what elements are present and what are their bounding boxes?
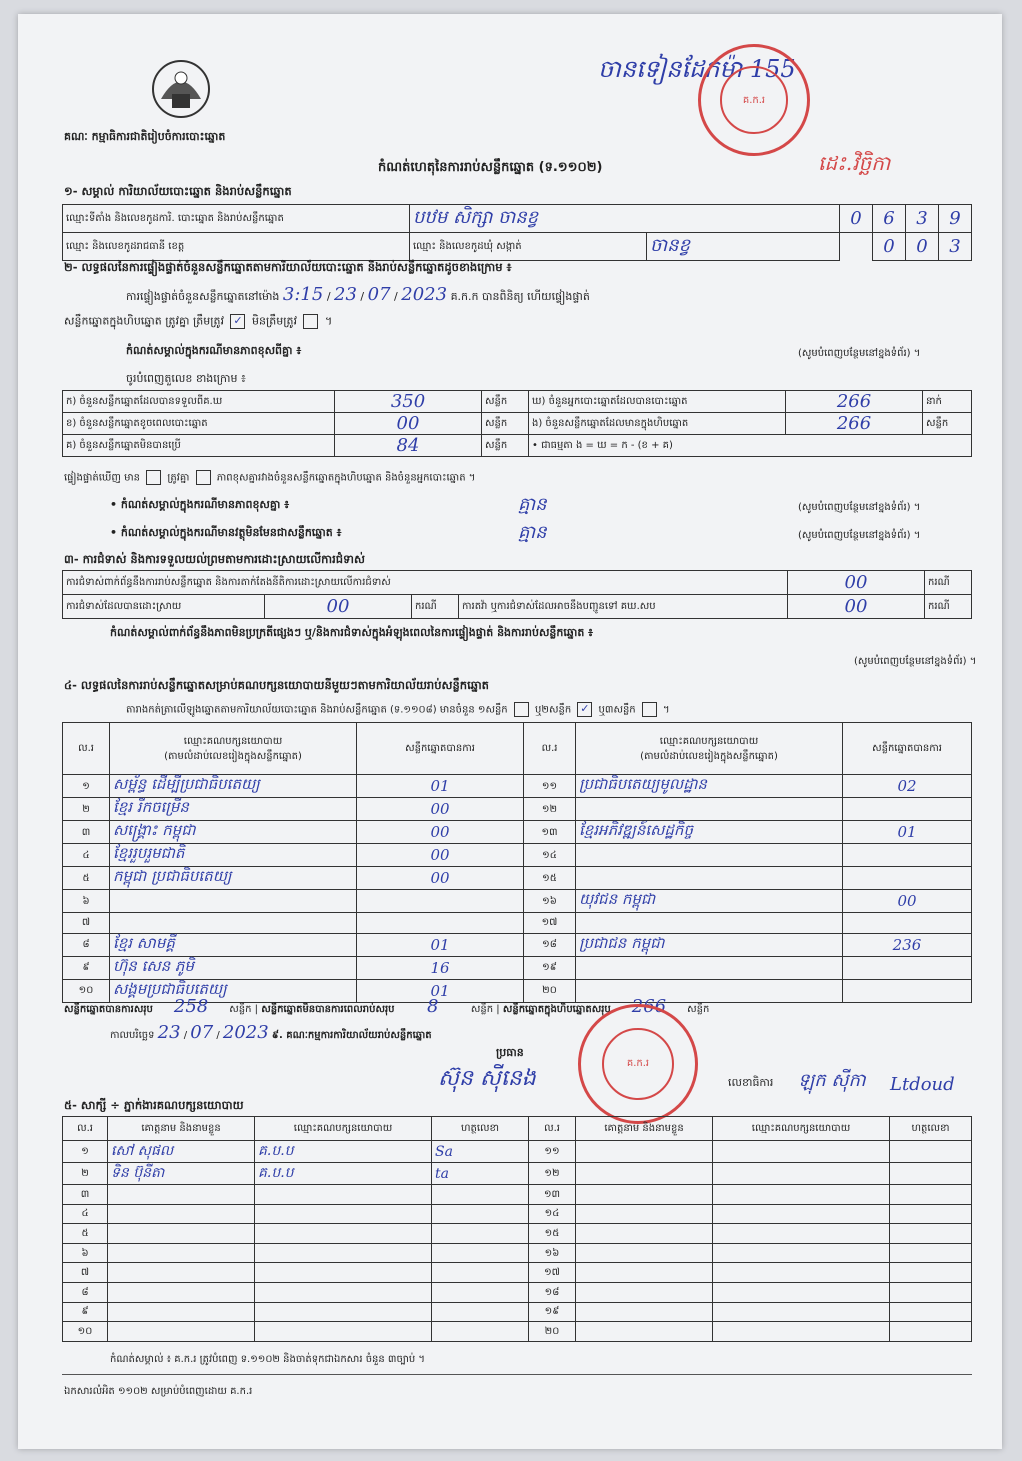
compare-line [64, 470, 475, 486]
note3-value: គ្មាន [518, 522, 547, 543]
witness-left-name [108, 1282, 255, 1302]
witness-left-name [108, 1185, 255, 1205]
objection-count-unit: ករណី [925, 571, 972, 595]
commune-value: ចានខ្វ [647, 233, 840, 261]
witness-left-name [108, 1204, 255, 1224]
form-title: កំណត់ហេតុនៃការរាប់សន្លឹកឆ្នោត (ទ.១១០២) [378, 160, 603, 175]
witness-left-no: ៥ [63, 1224, 108, 1244]
result-left-no: ១០ [63, 979, 110, 1002]
result-left-votes: 00 [357, 798, 524, 821]
sign-year: 2023 [222, 1022, 269, 1043]
witness-left-no: ១ [63, 1141, 108, 1163]
result-right-no: ២០ [524, 979, 576, 1002]
sign-date-line: កាលបរិច្ឆេទ 23 / 07 / 2023 ៩. គណៈកម្មការការិយាល័យរាប់សន្លឹកឆ្នោត [110, 1022, 432, 1043]
incorrect-checkbox[interactable] [303, 314, 318, 329]
result-right-party [576, 913, 843, 934]
result-left-no: ១ [63, 775, 110, 798]
result-right-party: ប្រជាធិបតេយ្យមូលដ្ឋាន [576, 775, 843, 798]
witness-right-party [713, 1322, 890, 1342]
witness-right-no: ២០ [529, 1322, 576, 1342]
sign-date-label: កាលបរិច្ឆេទ [110, 1030, 155, 1041]
result-right-no: ១៨ [524, 933, 576, 956]
witness-right-no: ១២ [529, 1163, 576, 1185]
office-code-1: 0 [840, 205, 873, 233]
table-row [63, 844, 972, 867]
witness-right-sign [890, 1204, 972, 1224]
witness-left-sign [432, 1224, 529, 1244]
verify-line2-text: សន្លឹកឆ្នោតក្នុងហិបឆ្នោត ត្រូវគ្នា [64, 314, 190, 328]
footer-divider [62, 1374, 972, 1375]
witness-right-name [576, 1243, 713, 1263]
note3-hint: (សូមបំពេញបន្ថែមនៅខ្នងទំព័រ) ។ [798, 530, 921, 541]
president-label: ប្រធាន [496, 1046, 524, 1059]
witness-right-name [576, 1322, 713, 1342]
footnote: កំណត់សម្គាល់ ៖ គ.ក.រ ត្រូវបំពេញ ទ.១១០២ និងចាត់ទុកជាឯកសារ ចំនួន ៣ច្បាប់ ។ [110, 1354, 425, 1365]
result-left-party: ខ្មែររួបរួមជាតិ [110, 844, 357, 867]
witness-right-party [713, 1282, 890, 1302]
secretary-label: លេខាធិការ [728, 1076, 774, 1089]
witness-left-no: ៤ [63, 1204, 108, 1224]
w-col-sign-left: ហត្ថលេខា [432, 1117, 529, 1141]
witness-right-name [576, 1141, 713, 1163]
verify-line2: សន្លឹកឆ្នោតក្នុងហិបឆ្នោត ត្រូវគ្នា ត្រឹមត្រូវ ✓ មិនត្រឹមត្រូវ ។ [64, 314, 333, 328]
col-party-right-sub: (តាមលំដាប់លេខរៀងក្នុងសន្លឹកឆ្នោត) [640, 750, 778, 762]
total-valid-unit: សន្លឹក [229, 1004, 252, 1015]
result-right-votes: 02 [843, 775, 972, 798]
result-right-no: ១៦ [524, 890, 576, 913]
table-row [63, 1322, 972, 1342]
witness-right-sign [890, 1163, 972, 1185]
witness-right-name [576, 1282, 713, 1302]
commune-code-2: 0 [906, 233, 939, 261]
section3-table [62, 570, 972, 619]
result-right-no: ១៥ [524, 867, 576, 890]
result-left-no: ៤ [63, 844, 110, 867]
w-col-no-left: ល.រ [63, 1117, 108, 1141]
witness-right-party [713, 1141, 890, 1163]
result-left-no: ៨ [63, 933, 110, 956]
witness-left-sign [432, 1282, 529, 1302]
witness-right-sign [890, 1141, 972, 1163]
w-col-party-right: ឈ្មោះគណបក្សនយោបាយ [713, 1117, 890, 1141]
total-invalid-label: សន្លឹកឆ្នោតមិនបានការពេលរាប់សរុប [261, 1004, 395, 1015]
compare-opt2: ភាពខុសគ្នារវាងចំនួនសន្លឹកឆ្នោតក្នុងហិបឆ្នោត និងចំនួនអ្នកបោះឆ្នោត ។ [216, 472, 476, 484]
compare-text: ផ្ទៀងផ្ទាត់ឃើញ មាន [64, 472, 140, 484]
witness-left-name [108, 1263, 255, 1283]
table-row [63, 1243, 972, 1263]
col-party-left [110, 723, 357, 775]
total-valid-value: 258 [173, 996, 209, 1017]
commune-label: ឈ្មោះ និងលេខកូដឃុំ សង្កាត់ [410, 233, 647, 261]
result-left-votes: 00 [357, 844, 524, 867]
president-signature: ស៊ុន ស៊ីនេង [438, 1066, 536, 1091]
w-col-party-left: ឈ្មោះគណបក្សនយោបាយ [255, 1117, 432, 1141]
witness-left-no: ២ [63, 1163, 108, 1185]
table-row [63, 1204, 972, 1224]
result-left-party: សម្ព័ន្ធ ដើម្បីប្រជាធិបតេយ្យ [110, 775, 357, 798]
result-right-votes [843, 913, 972, 934]
result-right-votes: 01 [843, 821, 972, 844]
note2-value: គ្មាន [518, 494, 547, 515]
result-right-votes [843, 844, 972, 867]
witness-right-no: ១៤ [529, 1204, 576, 1224]
stat-a-unit: សន្លឹក [482, 391, 529, 413]
discrepancy-note-hint: (សូមបំពេញបន្ថែមនៅខ្នងទំព័រ) ។ [798, 348, 921, 359]
witness-left-party [255, 1243, 432, 1263]
top-handwriting: ចានទៀនដែកម៉ា 155 [598, 55, 796, 83]
witness-right-sign [890, 1185, 972, 1205]
witness-right-party [713, 1204, 890, 1224]
witness-left-party [255, 1204, 432, 1224]
verify-time: 3:15 [282, 284, 324, 305]
section4-heading: ៤- លទ្ធផលនៃការរាប់សន្លឹកឆ្នោតសម្រាប់គណបក្សនយោបាយនីមួយៗតាមការិយាល័យរាប់សន្លឹកឆ្នោត [64, 678, 489, 692]
witness-left-name [108, 1224, 255, 1244]
table-row [63, 1185, 972, 1205]
witness-left-sign [432, 1302, 529, 1322]
witness-left-sign: Sa [432, 1141, 529, 1163]
result-left-votes: 16 [357, 956, 524, 979]
result-right-party: យុវជន កម្ពុជា [576, 890, 843, 913]
col-no-left: ល.រ [63, 723, 110, 775]
stat-d-label: ឃ) ចំនួនអ្នកបោះឆ្នោតដែលបានបោះឆ្នោត [529, 391, 786, 413]
stat-formula: • ជាធម្មតា ង = ឃ = ក - (ខ + គ) [529, 435, 972, 457]
witness-left-no: ៣ [63, 1185, 108, 1205]
witness-left-name [108, 1302, 255, 1322]
col-votes-left: សន្លឹកឆ្នោតបានការ [357, 723, 524, 775]
result-left-no: ៦ [63, 890, 110, 913]
verify-time-line: ការផ្ទៀងផ្ទាត់ចំនួនសន្លឹកឆ្នោតនៅម៉ោង 3:15 / 23 / 07 / 2023 គ.ក.ក បានពិនិត្យ ហើយផ្ទៀងផ្ទាត់ [126, 284, 590, 305]
commune-code-3: 3 [939, 233, 972, 261]
verify-day: 23 [334, 284, 357, 305]
result-right-votes [843, 979, 972, 1002]
table-row [63, 798, 972, 821]
result-right-no: ១១ [524, 775, 576, 798]
verify-time-prefix: ការផ្ទៀងផ្ទាត់ចំនួនសន្លឹកឆ្នោតនៅម៉ោង [126, 290, 280, 303]
stat-c-label: គ) ចំនួនសន្លឹកឆ្នោតមិនបានប្រើ [63, 435, 335, 457]
result-left-votes: 00 [357, 821, 524, 844]
result-left-votes: 01 [357, 933, 524, 956]
result-right-party [576, 867, 843, 890]
witness-right-name [576, 1204, 713, 1224]
result-right-party [576, 956, 843, 979]
stats-table [62, 390, 972, 457]
stat-a-label: ក) ចំនួនសន្លឹកឆ្នោតដែលបានទទួលពីគ.ឃ [63, 391, 335, 413]
witness-left-party [255, 1185, 432, 1205]
result-left-party: សង្គមប្រជាធិបតេយ្យ [110, 979, 357, 1002]
table-row [63, 867, 972, 890]
stat-b-label: ខ) ចំនួនសន្លឹកឆ្នោតខូចពេលបោះឆ្នោត [63, 413, 335, 435]
result-left-party [110, 913, 357, 934]
section2-heading: ២- លទ្ធផលនៃការផ្ទៀងផ្ទាត់ចំនួនសន្លឹកឆ្នោតតាមការិយាល័យបោះឆ្នោត និងរាប់សន្លឹកឆ្នោតដូចខាងក្រោម ៖ [64, 260, 512, 274]
witness-right-sign [890, 1224, 972, 1244]
witness-right-party [713, 1243, 890, 1263]
witness-left-no: ១០ [63, 1322, 108, 1342]
compare-box-2[interactable] [196, 470, 211, 485]
witness-right-no: ១៧ [529, 1263, 576, 1283]
resolved-label: ការជំទាស់ដែលបានដោះស្រាយ [63, 595, 265, 619]
stamp-bottom-text: គ.ក.រ [626, 1058, 650, 1070]
sheet-3-label: ឬ៣សន្លឹក [598, 704, 636, 716]
result-right-votes: 00 [843, 890, 972, 913]
witness-right-no: ១៨ [529, 1282, 576, 1302]
result-left-no: ៧ [63, 913, 110, 934]
witness-left-name: សៅ សុផល [108, 1141, 255, 1163]
result-right-no: ១៤ [524, 844, 576, 867]
witness-right-sign [890, 1282, 972, 1302]
stat-d-unit: នាក់ [923, 391, 972, 413]
stat-c-value: 84 [335, 435, 482, 457]
office-code-3: 3 [906, 205, 939, 233]
sheet-2-label: ឬ២សន្លឹក [535, 704, 572, 716]
witness-table [62, 1116, 972, 1342]
tally-sheet-text: តារាងកត់ត្រាលើឡូងឆ្នោតតាមការិយាល័យបោះឆ្នោត និងរាប់សន្លឹកឆ្នោត (ទ.១១០៨) មានចំនួន ១សន្លឹក [126, 704, 508, 716]
witness-right-sign [890, 1243, 972, 1263]
result-right-votes [843, 798, 972, 821]
witness-right-name [576, 1224, 713, 1244]
section1-heading: ១- សម្គាល់ ការិយាល័យបោះឆ្នោត និងរាប់សន្លឹកឆ្នោត [64, 184, 292, 198]
table-row [63, 1224, 972, 1244]
table-row [63, 821, 972, 844]
secretary-signature: Ltdoud [890, 1074, 955, 1095]
witness-left-party [255, 1322, 432, 1342]
result-right-votes [843, 867, 972, 890]
witness-left-sign [432, 1263, 529, 1283]
stat-e-label: ង) ចំនួនសន្លឹកឆ្នោតដែលមានក្នុងហិបឆ្នោត [529, 413, 786, 435]
verify-year: 2023 [401, 284, 448, 305]
col-party-right-title: ឈ្មោះគណបក្សនយោបាយ [659, 735, 759, 747]
result-left-no: ៩ [63, 956, 110, 979]
witness-right-party [713, 1163, 890, 1185]
witness-right-party [713, 1263, 890, 1283]
result-left-votes: 01 [357, 775, 524, 798]
official-stamp-bottom [578, 1004, 698, 1124]
result-left-votes [357, 890, 524, 913]
fill-instructions: ចូរបំពេញតួលេខ ខាងក្រោម ៖ [126, 372, 246, 385]
correct-label: ត្រឹមត្រូវ [192, 314, 224, 328]
col-votes-right: សន្លឹកឆ្នោតបានការ [843, 723, 972, 775]
section3-note-hint: (សូមបំពេញបន្ថែមនៅខ្នងទំព័រ) ។ [854, 656, 977, 667]
witness-right-no: ១៩ [529, 1302, 576, 1322]
col-party-left-sub: (តាមលំដាប់លេខរៀងក្នុងសន្លឹកឆ្នោត) [164, 750, 302, 762]
sign-month: 07 [190, 1022, 214, 1043]
result-right-no: ១៩ [524, 956, 576, 979]
result-left-party: កម្ពុជា ប្រជាធិបតេយ្យ [110, 867, 357, 890]
w-col-sign-right: ហត្ថលេខា [890, 1117, 972, 1141]
note2-label: • កំណត់សម្គាល់ក្នុងករណីមានភាពខុសគ្នា ៖ [110, 498, 290, 511]
witness-left-party: គ.ប.ប [255, 1141, 432, 1163]
w-col-name-left: គោត្តនាម និងនាមខ្លួន [108, 1117, 255, 1141]
sheet-2-checkbox[interactable]: ✓ [577, 702, 592, 717]
result-right-votes [843, 956, 972, 979]
table-row [63, 890, 972, 913]
witness-left-party [255, 1224, 432, 1244]
appeal-label: ការតវ៉ា ឬការជំទាស់ដែលអាចនឹងបញ្ជូនទៅ គឃ.សប [459, 595, 788, 619]
resolved-value: 00 [265, 595, 412, 619]
table-row [63, 1141, 972, 1163]
stat-c-unit: សន្លឹក [482, 435, 529, 457]
witness-left-party [255, 1282, 432, 1302]
committee-label: ៩. គណៈកម្មការការិយាល័យរាប់សន្លឹកឆ្នោត [271, 1030, 432, 1041]
secretary-name: ឡុក ស៊ីកា [798, 1070, 866, 1091]
result-left-party: ខ្មែរ សាមគ្គី [110, 933, 357, 956]
witness-left-party [255, 1302, 432, 1322]
witness-right-party [713, 1302, 890, 1322]
w-col-name-right: គោត្តនាម និងនាមខ្លួន [576, 1117, 713, 1141]
witness-left-sign [432, 1204, 529, 1224]
result-left-no: ៣ [63, 821, 110, 844]
col-party-right [576, 723, 843, 775]
table-row [63, 933, 972, 956]
compare-box-1[interactable] [146, 470, 161, 485]
stat-d-value: 266 [786, 391, 923, 413]
witness-left-party: គ.ប.ប [255, 1163, 432, 1185]
table-row [63, 913, 972, 934]
resolved-unit: ករណី [412, 595, 459, 619]
result-right-party: ប្រជាជន កម្ពុជា [576, 933, 843, 956]
result-left-party: សង្គ្រោះ កម្ពុជា [110, 821, 357, 844]
tally-sheet-line: តារាងកត់ត្រាលើឡូងឆ្នោតតាមការិយាល័យបោះឆ្នោត និងរាប់សន្លឹកឆ្នោត (ទ.១១០៨) មានចំនួន ១សន្លឹក ឬ២សន្លឹក ✓ ឬ៣សន្លឹក ។ [126, 702, 670, 716]
witness-right-party [713, 1185, 890, 1205]
objection-count-value: 00 [788, 571, 925, 595]
table-row [63, 1282, 972, 1302]
result-left-party: ខ្មែរ រីកចម្រើន [110, 798, 357, 821]
stat-e-unit: សន្លឹក [923, 413, 972, 435]
table-row [63, 1302, 972, 1322]
result-right-votes: 236 [843, 933, 972, 956]
red-signature: ដេះ.វិច្ឆិកា [818, 151, 891, 175]
result-left-party: ហ៊ុន សេន ភូមិ [110, 956, 357, 979]
footer-text: ឯកសារលំអិត ១១០២ សម្រាប់បំពេញដោយ គ.ក.រ [64, 1386, 253, 1397]
witness-right-sign [890, 1322, 972, 1342]
col-party-left-title: ឈ្មោះគណបក្សនយោបាយ [183, 735, 283, 747]
witness-left-sign: ta [432, 1163, 529, 1185]
witness-right-sign [890, 1263, 972, 1283]
stat-b-value: 00 [335, 413, 482, 435]
witness-left-no: ៧ [63, 1263, 108, 1283]
verify-time-suffix: គ.ក.ក បានពិនិត្យ ហើយផ្ទៀងផ្ទាត់ [450, 290, 590, 303]
witness-left-name [108, 1243, 255, 1263]
result-left-no: ៥ [63, 867, 110, 890]
sheet-3-checkbox[interactable] [642, 702, 657, 717]
result-left-no: ២ [63, 798, 110, 821]
section5-heading: ៥- សាក្សី ÷ ភ្នាក់ងារគណបក្សនយោបាយ [64, 1098, 244, 1112]
official-stamp-top [698, 44, 810, 156]
note3-label: • កំណត់សម្គាល់ក្នុងករណីមានវត្ថុមិនមែនជាសន្លឹកឆ្នោត ៖ [110, 526, 342, 539]
section3-note-label: កំណត់សម្គាល់ពាក់ព័ន្ធនឹងភាពមិនប្រក្រតីផ្សេងៗ ឬ/និងការជំទាស់ក្នុងអំឡុងពេលនៃការផ្ទៀងផ្ទាត់ និងការរាប់សន្លឹកឆ្នោត ៖ [110, 626, 594, 639]
result-right-no: ១៣ [524, 821, 576, 844]
witness-right-no: ១៦ [529, 1243, 576, 1263]
table-row [63, 1163, 972, 1185]
stamp-text: គ.ក.រ [742, 94, 766, 106]
witness-right-no: ១៥ [529, 1224, 576, 1244]
witness-left-no: ៦ [63, 1243, 108, 1263]
note2-hint: (សូមបំពេញបន្ថែមនៅខ្នងទំព័រ) ។ [798, 502, 921, 513]
form-paper [18, 14, 1002, 1449]
result-right-party: ខ្មែរអភិវឌ្ឍន៍សេដ្ឋកិច្ច [576, 821, 843, 844]
witness-left-sign [432, 1322, 529, 1342]
witness-left-sign [432, 1185, 529, 1205]
stat-b-unit: សន្លឹក [482, 413, 529, 435]
witness-right-no: ១៣ [529, 1185, 576, 1205]
witness-right-name [576, 1263, 713, 1283]
result-right-no: ១៧ [524, 913, 576, 934]
office-code-2: 6 [873, 205, 906, 233]
total-box-value: 266 [631, 996, 667, 1017]
result-left-votes: 01 [357, 979, 524, 1002]
witness-right-name [576, 1163, 713, 1185]
section3-heading: ៣- ការជំទាស់ និងការទទួលយល់ព្រមតាមការដោះស្រាយលើការជំទាស់ [64, 552, 365, 566]
witness-right-sign [890, 1302, 972, 1322]
agency-name: គណៈ កម្មាធិការជាតិរៀបចំការបោះឆ្នោត [64, 130, 226, 143]
witness-right-name [576, 1185, 713, 1205]
correct-checkbox[interactable]: ✓ [230, 314, 245, 329]
table-row [63, 956, 972, 979]
province-label: ឈ្មោះ និងលេខកូដរាជធានី ខេត្ត [63, 233, 410, 261]
witness-left-name: ទិន ប៊ុនីតា [108, 1163, 255, 1185]
witness-left-name [108, 1322, 255, 1342]
result-left-votes [357, 913, 524, 934]
witness-right-name [576, 1302, 713, 1322]
total-invalid-value: 8 [426, 996, 439, 1017]
appeal-value: 00 [788, 595, 925, 619]
office-name-label: ឈ្មោះទីតាំង និងលេខកូដការិ. បោះឆ្នោត និងរាប់សន្លឹកឆ្នោត [63, 205, 410, 233]
sheet-1-checkbox[interactable] [514, 702, 529, 717]
commune-code-1: 0 [873, 233, 906, 261]
col-no-right: ល.រ [524, 723, 576, 775]
table-row [63, 775, 972, 798]
objection-count-label: ការជំទាស់ពាក់ព័ន្ធនឹងការរាប់សន្លឹកឆ្នោត និងការតាក់តែងនីតិការដោះស្រាយលើការជំទាស់ [63, 571, 788, 595]
witness-right-no: ១១ [529, 1141, 576, 1163]
witness-left-no: ៩ [63, 1302, 108, 1322]
total-box-unit: សន្លឹក [687, 1004, 710, 1015]
total-invalid-unit: សន្លឹក [470, 1004, 494, 1015]
section1-table [62, 204, 972, 261]
verify-month: 07 [367, 284, 391, 305]
result-right-no: ១២ [524, 798, 576, 821]
witness-left-party [255, 1263, 432, 1283]
witness-left-sign [432, 1243, 529, 1263]
result-right-party [576, 798, 843, 821]
appeal-unit: ករណី [925, 595, 972, 619]
sign-day: 23 [157, 1022, 181, 1043]
result-left-votes: 00 [357, 867, 524, 890]
table-row [63, 1263, 972, 1283]
results-table [62, 722, 972, 1003]
office-code-4: 9 [939, 205, 972, 233]
total-valid-label: សន្លឹកឆ្នោតបានការសរុប [64, 1004, 153, 1015]
coat-of-arms-icon [146, 54, 216, 124]
office-name-value: បឋម សិក្សា ចានខ្វ [410, 205, 840, 233]
witness-right-party [713, 1224, 890, 1244]
totals-line: សន្លឹកឆ្នោតបានការសរុប 258 សន្លឹក | សន្លឹកឆ្នោតមិនបានការពេលរាប់សរុប 8 សន្លឹក | សន្លឹកឆ្នោតក្នុងហិបឆ្នោតសរុប 266 សន្លឹក [64, 996, 710, 1017]
compare-opt1: ត្រូវគ្នា [167, 472, 190, 484]
witness-left-no: ៨ [63, 1282, 108, 1302]
total-box-label: សន្លឹកឆ្នោតក្នុងហិបឆ្នោតសរុប [502, 1004, 611, 1015]
stat-a-value: 350 [335, 391, 482, 413]
incorrect-label: មិនត្រឹមត្រូវ [251, 314, 297, 328]
discrepancy-note-label: កំណត់សម្គាល់ក្នុងករណីមានភាពខុសពីគ្នា ៖ [126, 344, 302, 357]
result-left-party [110, 890, 357, 913]
result-right-party [576, 844, 843, 867]
stat-e-value: 266 [786, 413, 923, 435]
w-col-no-right: ល.រ [529, 1117, 576, 1141]
